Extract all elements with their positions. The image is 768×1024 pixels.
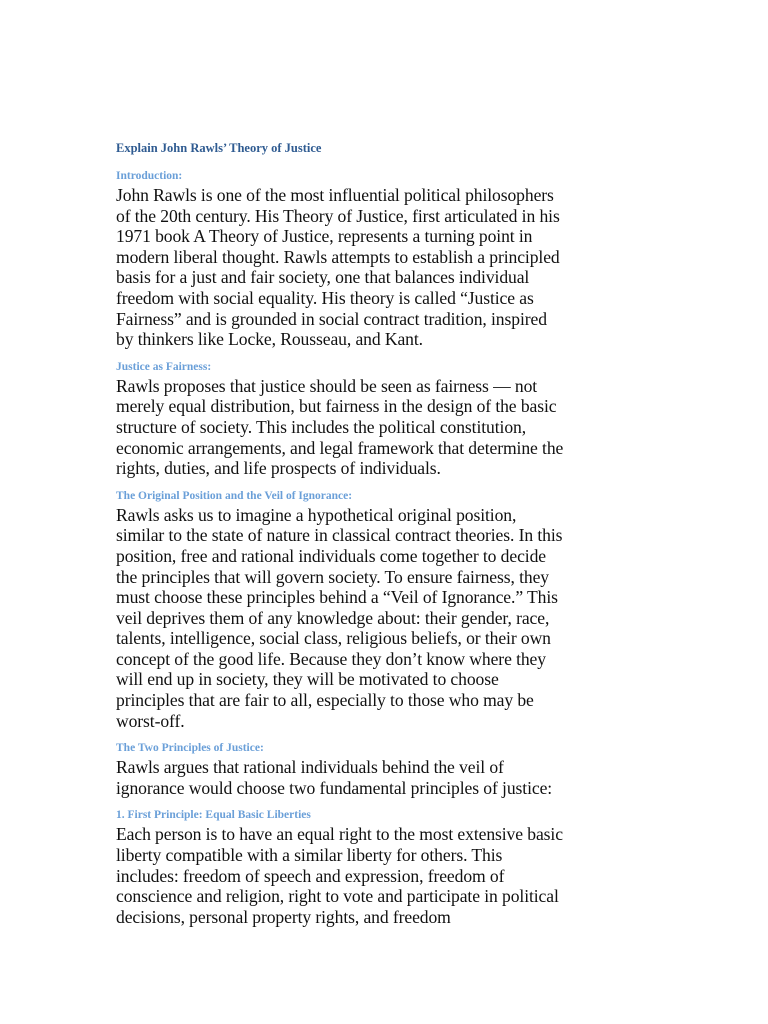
section-body-introduction: John Rawls is one of the most influential political philosophers of the 20th century. His Theory of Justice, first articulated in his 1971 book A Theory of Justice, represents a turning point in modern liberal thought. Rawls attempts to establish a principled basis for a just and fair society, one that balances individual freedom with social equality. His theory is called “Justice as Fairness” and is grounded in social contract tradition, inspired by thinkers like Locke, Rousseau, and Kant. xyxy=(116,185,560,350)
section-heading-justice-as-fairness: Justice as Fairness: xyxy=(116,360,212,373)
section-body-original-position: Rawls asks us to imagine a hypothetical original position, similar to the state of nature in classical contract theories. In this position, free and rational individuals come together to decide the principles that will govern society. To ensure fairness, they must choose these principles behind a “Veil of Ignorance.” This veil deprives them of any knowledge about: their gender, race, talents, intelligence, social class, religious beliefs, or their own concept of the good life. Because they don’t know where they will end up in society, they will be motivated to choose principles that are fair to all, especially to those who may be worst-off. xyxy=(116,504,563,731)
section-heading-original-position: The Original Position and the Veil of Ignorance: xyxy=(116,489,353,502)
section-heading-introduction: Introduction: xyxy=(116,170,183,182)
document-page xyxy=(116,140,566,937)
document-title: Explain John Rawls’ Theory of Justice xyxy=(116,141,322,155)
section-heading-two-principles: The Two Principles of Justice: xyxy=(116,742,264,755)
section-heading-first-principle: 1. First Principle: Equal Basic Liberties xyxy=(116,809,311,822)
section-body-first-principle: Each person is to have an equal right to the most extensive basic liberty compatible with a similar liberty for others. This includes: freedom of speech and expression, freedom of conscience and religion, right to vote and participate in political decisions, personal property rights, and freedom xyxy=(116,824,563,927)
section-body-two-principles: Rawls argues that rational individuals behind the veil of ignorance would choose two fundamental principles of justice: xyxy=(116,757,553,798)
section-body-justice-as-fairness: Rawls proposes that justice should be seen as fairness — not merely equal distribution, but fairness in the design of the basic structure of society. This includes the political constitution, economic arrangements, and legal framework that determine the rights, duties, and life prospects of individuals. xyxy=(116,375,564,479)
